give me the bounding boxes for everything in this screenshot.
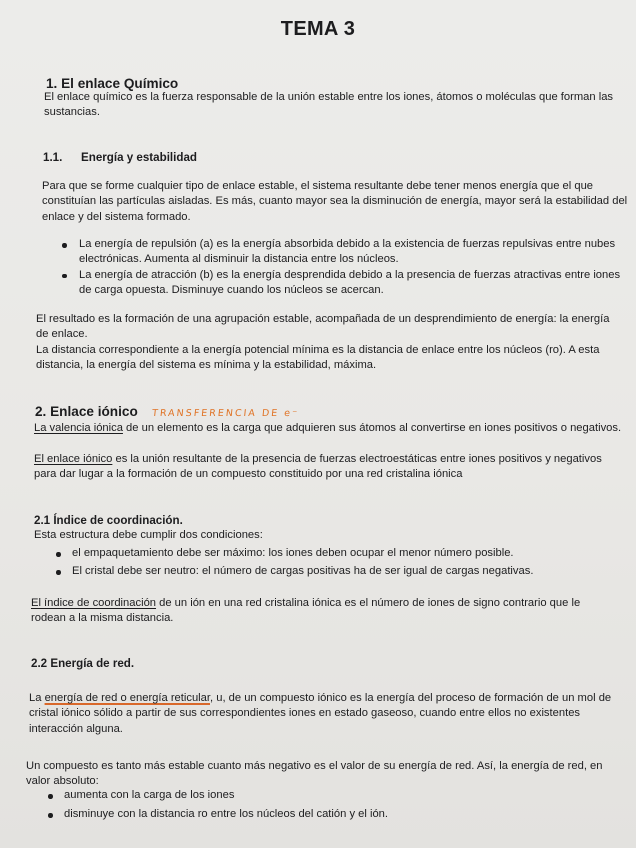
lattice-energy-definition	[29, 691, 635, 737]
list-item	[64, 807, 388, 822]
text-line: sustancias.	[44, 106, 100, 119]
page-title: TEMA 3	[280, 18, 356, 40]
text-line: para dar lugar a la formación de un compuesto constituido por una red cristalina iónica	[34, 468, 463, 481]
text-line: constituían las partículas aisladas. Es más, cuanto mayor sea la disminución de energía, mayor será la estabilidad del	[42, 195, 628, 208]
text-line: de enlace.	[36, 328, 88, 341]
text-line	[29, 691, 635, 706]
text-line: distancia, la energía del sistema es mínima y la estabilidad, máxima.	[36, 359, 377, 372]
text-line: valor absoluto:	[26, 775, 99, 788]
text-line: de carga opuesta. Disminuye cuando los núcleos se acercan.	[79, 284, 384, 297]
section-2-2-heading: 2.2 Energía de red.	[31, 657, 135, 670]
definition-text: de un ión en una red cristalina iónica es el número de iones de signo contrario que le	[156, 597, 581, 609]
lattice-energy-bullet-list	[64, 788, 388, 823]
defined-term: El índice de coordinación	[31, 597, 157, 609]
text-fragment: La	[29, 692, 45, 704]
list-item	[72, 546, 533, 561]
section-2-heading	[35, 404, 299, 422]
text-line: El enlace químico es la fuerza responsable de la unión estable entre los iones, átomos o moléculas que forman las	[44, 91, 614, 103]
list-item	[79, 237, 620, 268]
conditions-bullet-list	[72, 546, 533, 580]
text-line	[34, 452, 602, 467]
bullet-icon	[62, 274, 67, 279]
handwritten-note: TRANSFERENCIA DE e⁻	[151, 408, 300, 419]
list-item	[79, 268, 620, 299]
defined-term: El enlace iónico	[34, 453, 113, 465]
section-title: 2. Enlace iónico	[35, 404, 138, 419]
bullet-icon	[62, 243, 67, 248]
text-line: cristal iónico sólido a partir de sus correspondientes iones en estado gaseoso, cuando entre ellos no existentes	[29, 707, 581, 720]
section-number: 1.1.	[43, 151, 63, 164]
bullet-icon	[56, 552, 61, 557]
energy-bullet-list	[79, 237, 620, 299]
definition-text: de un elemento es la carga que adquieren sus átomos al convertirse en iones positivos o negativos.	[122, 422, 622, 434]
bullet-icon	[56, 570, 61, 575]
section-1-1-intro	[42, 179, 627, 225]
list-item	[72, 564, 533, 579]
stability-paragraph	[26, 759, 603, 790]
list-item	[64, 788, 388, 803]
valencia-definition	[34, 421, 634, 436]
section-2-1-heading: 2.1 Índice de coordinación.	[34, 514, 183, 527]
text-line: aumenta con la carga de los iones	[64, 789, 235, 801]
section-1-text	[44, 90, 613, 121]
text-line: Para que se forme cualquier tipo de enlace estable, el sistema resultante debe tener menos energía que el que	[42, 180, 594, 192]
text-line: el empaquetamiento debe ser máximo: los iones deben ocupar el menor número posible.	[72, 547, 514, 559]
defined-term: La valencia iónica	[34, 422, 123, 434]
section-2-1-intro: Esta estructura debe cumplir dos condiciones:	[34, 529, 263, 541]
text-line	[31, 596, 580, 611]
text-line: La distancia correspondiente a la energía potencial mínima es la distancia de enlace entre los núcleos (ro). A esta	[36, 343, 600, 356]
text-line: El resultado es la formación de una agrupación estable, acompañada de un desprendimiento de energía: la energía	[36, 313, 610, 325]
section-1-1-heading	[43, 150, 197, 165]
text-line: La energía de repulsión (a) es la energía absorbida debido a la existencia de fuerzas repulsivas entre nubes	[79, 238, 616, 250]
text-line: enlace y del sistema formado.	[42, 210, 191, 223]
definition-text: , u, de un compuesto iónico es la energía del proceso de formación de un mol de	[210, 692, 612, 704]
text-line: disminuye con la distancia ro entre los núcleos del catión y el ión.	[64, 808, 388, 821]
text-line: La energía de atracción (b) es la energía desprendida debido a la presencia de fuerzas atractivas entre iones	[79, 268, 621, 281]
defined-term: energía de red o energía reticular	[44, 692, 210, 704]
text-line: Un compuesto es tanto más estable cuanto más negativo es el valor de su energía de red. Así, la energía de red, en	[26, 760, 603, 772]
text-line: interacción alguna.	[29, 722, 123, 735]
text-line: El cristal debe ser neutro: el número de cargas positivas ha de ser igual de cargas negativas.	[72, 565, 534, 578]
section-title: Energía y estabilidad	[81, 151, 197, 164]
bullet-icon	[48, 794, 53, 799]
section-1-heading: 1. El enlace Químico	[46, 76, 179, 91]
enlace-ionico-definition	[34, 452, 602, 483]
text-line: electrónicas. Aumenta al disminuir la distancia entre los núcleos.	[79, 253, 399, 266]
bullet-icon	[48, 813, 53, 818]
text-line: rodean a la misma distancia.	[31, 612, 174, 625]
coordination-index-definition	[31, 596, 580, 627]
definition-text: es la unión resultante de la presencia de fuerzas electroestáticas entre iones positivos y negativos	[112, 453, 602, 465]
section-1-1-result	[36, 312, 609, 374]
